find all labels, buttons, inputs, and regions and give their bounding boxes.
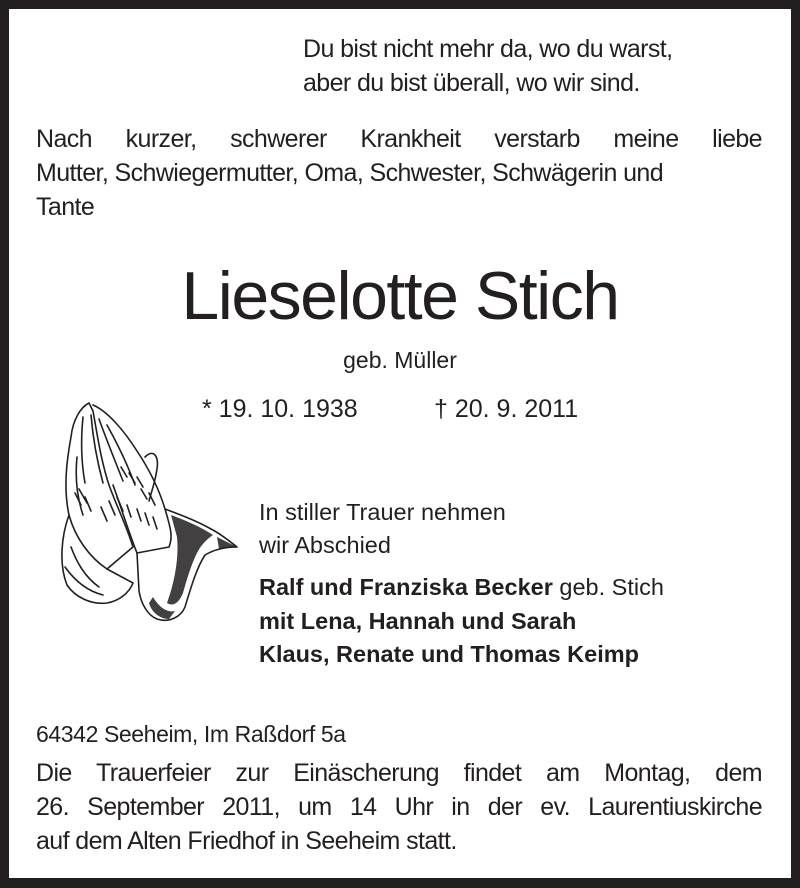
ceremony-line-3: auf dem Alten Friedhof in Seeheim statt.	[36, 827, 457, 855]
family-line-1	[259, 574, 664, 601]
mourning-text-line-2: wir Abschied	[259, 532, 391, 558]
family-names-becker: Ralf und Franziska Becker	[259, 574, 553, 600]
family-maiden-note: geb. Stich	[552, 574, 664, 600]
intro-line-1: Nach kurzer, schwerer Krankheit verstarb meine liebe	[36, 125, 762, 153]
motto-line-2: aber du bist überall, wo wir sind.	[303, 69, 640, 97]
deceased-name: Lieselotte Stich	[181, 258, 619, 334]
intro-line-2: Mutter, Schwiegermutter, Oma, Schwester, Schwägerin und	[36, 159, 664, 187]
family-line-2: mit Lena, Hannah und Sarah	[259, 608, 577, 634]
praying-hands-icon	[41, 397, 241, 627]
address: 64342 Seeheim, Im Raßdorf 5a	[36, 721, 346, 747]
ceremony-line-1: Die Trauerfeier zur Einäscherung findet am Montag, dem	[36, 759, 762, 787]
birth-date: * 19. 10. 1938	[202, 395, 358, 423]
mourning-text-line-1: In stiller Trauer nehmen	[259, 499, 506, 525]
ceremony-line-2: 26. September 2011, um 14 Uhr in der ev. Laurentiuskirche	[36, 793, 762, 821]
family-line-3: Klaus, Renate und Thomas Keimp	[259, 641, 639, 667]
motto-line-1: Du bist nicht mehr da, wo du warst,	[303, 35, 673, 63]
intro-line-3: Tante	[36, 193, 95, 221]
maiden-name: geb. Müller	[343, 347, 457, 373]
death-date: † 20. 9. 2011	[434, 395, 579, 423]
